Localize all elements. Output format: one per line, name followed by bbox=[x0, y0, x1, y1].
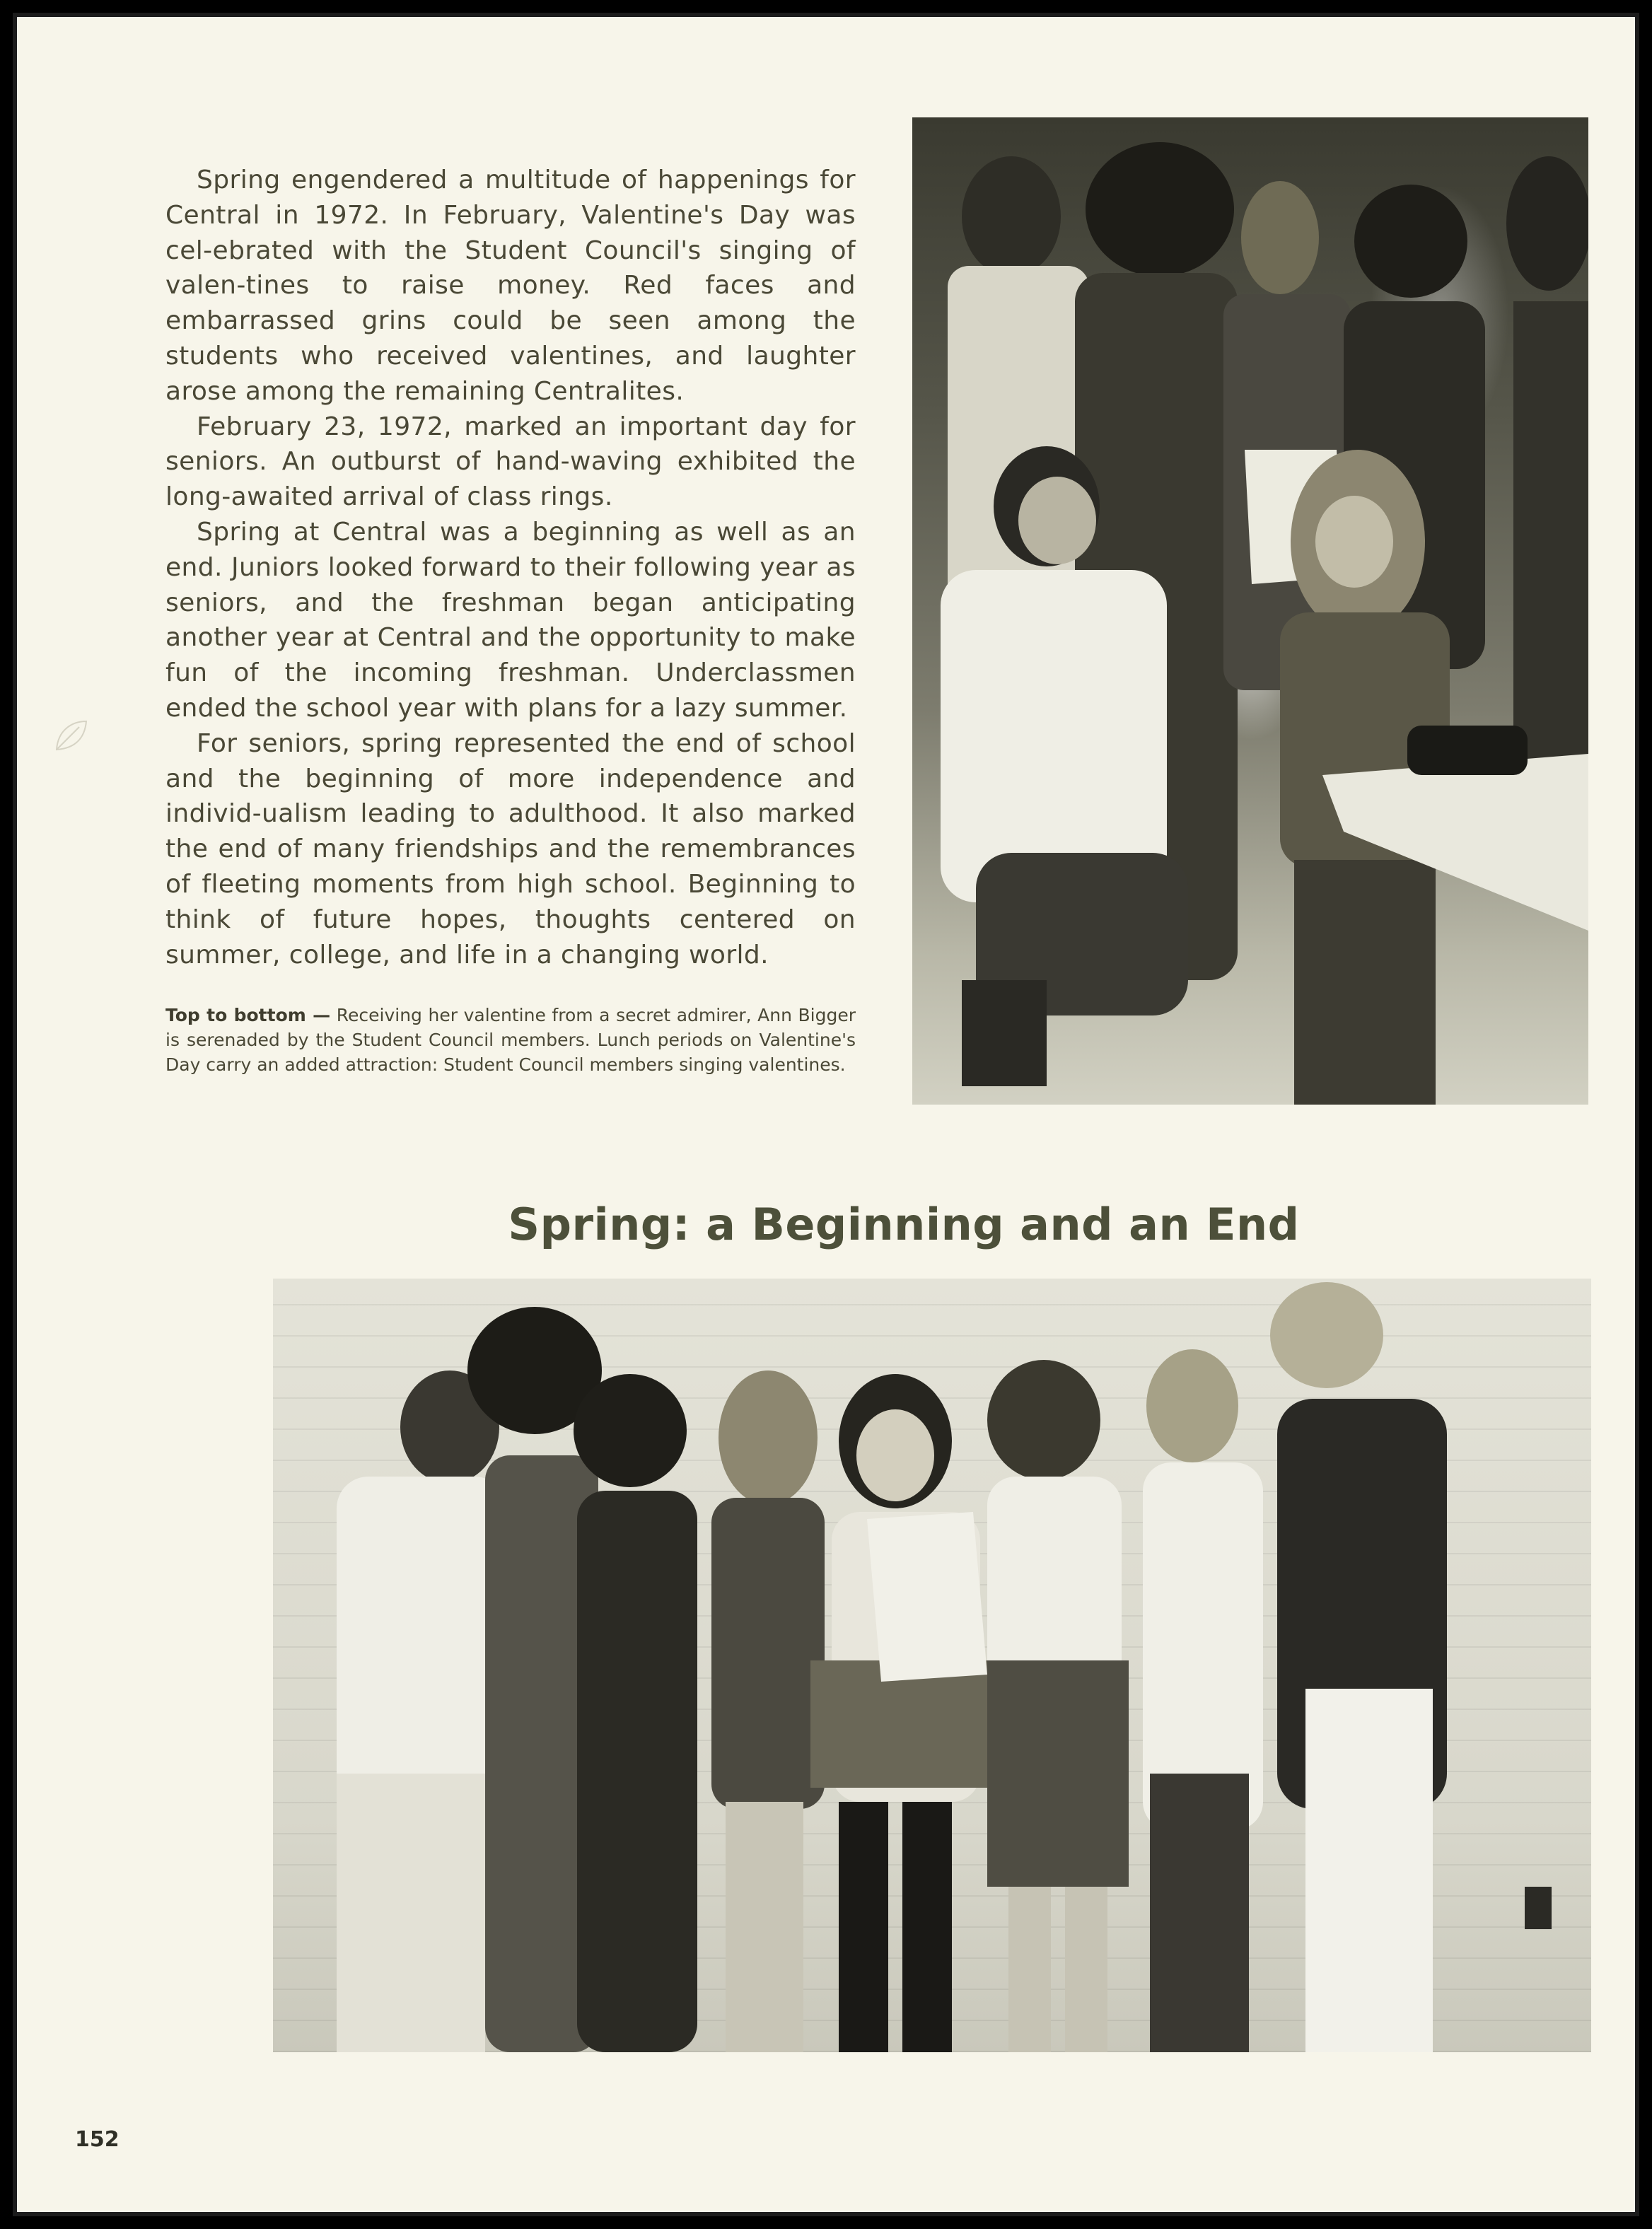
article-paragraph-3: Spring at Central was a beginning as well as an end. Juniors looked forward to their following year as seniors, and the freshman began anticipating another year at Central and the opportunity to make fun of the incoming freshman. Underclassmen ended the school year with plans for a lazy summer. bbox=[165, 517, 856, 723]
caption-text: Receiving her valentine from a secret admirer, Ann Bigger is serenaded by the Student Council members. Lunch periods on Valentine's Day carry an added attraction: Student Council members singing valentines. bbox=[165, 1005, 856, 1075]
article-paragraph-4: For seniors, spring represented the end of school and the beginning of more independence and individ-ualism leading to adulthood. It also marked the end of many friendships and the remembrances of fleeting moments from high school. Beginning to think of future hopes, thoughts centered on summer, college, and life in a changing world. bbox=[165, 728, 856, 970]
top-photo-figures bbox=[912, 117, 1588, 1105]
leaf-icon bbox=[51, 716, 91, 755]
article-paragraph-2: February 23, 1972, marked an important day for seniors. An outburst of hand-waving exhibited the long-awaited arrival of class rings. bbox=[165, 412, 856, 512]
article-body bbox=[165, 163, 856, 972]
caption-lead: Top to bottom — bbox=[165, 1005, 331, 1025]
photo-caption bbox=[165, 1003, 856, 1077]
top-photo-valentine-serenade bbox=[912, 117, 1588, 1105]
article-paragraph-1: Spring engendered a multitude of happenings for Central in 1972. In February, Valentine's Day was cel-ebrated with the Student Council's singing of valen-tines to raise money. Red faces and embarrassed grins could be seen among the students who received valentines, and laughter arose among the remaining Centralites. bbox=[165, 165, 856, 406]
page-number: 152 bbox=[75, 2127, 120, 2152]
bottom-photo-figures bbox=[273, 1279, 1591, 2052]
bottom-photo-student-council bbox=[273, 1279, 1591, 2052]
page-headline: Spring: a Beginning and an End bbox=[508, 1199, 1300, 1250]
yearbook-page bbox=[13, 13, 1639, 2216]
